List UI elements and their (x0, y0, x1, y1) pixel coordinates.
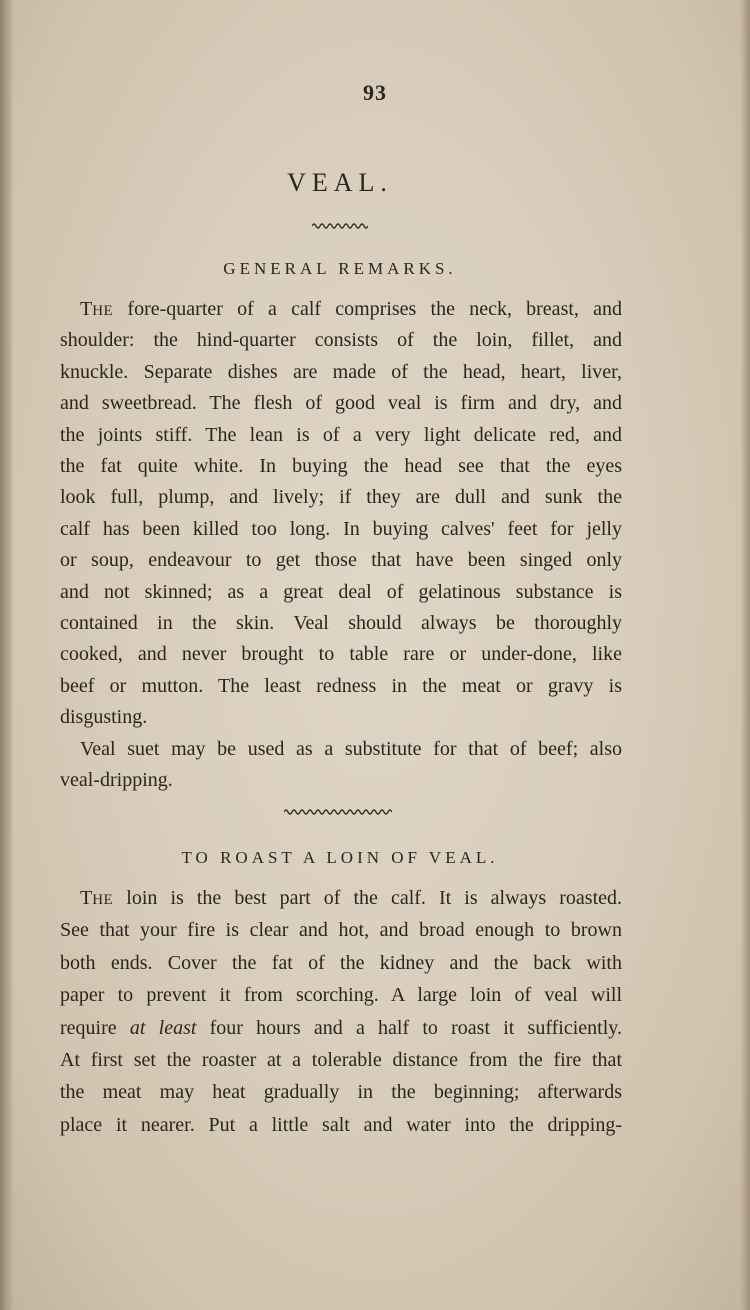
text-run: veal-dripping. (60, 769, 173, 791)
text-line (60, 1113, 622, 1137)
text-line (60, 391, 622, 415)
text-run: beef or mutton. The least redness in the meat or gravy is (60, 674, 622, 697)
text-line (60, 674, 622, 698)
section-heading-roast-loin: TO ROAST A LOIN OF VEAL. (181, 848, 499, 867)
ornament-divider (312, 222, 368, 230)
text-run: the joints stiff. The lean is of a very light delicate red, and (60, 423, 622, 446)
text-line (80, 737, 622, 761)
text-run: both ends. Cover the fat of the kidney and the back with (60, 951, 622, 974)
small-caps: HE (92, 892, 114, 908)
text-line (60, 580, 622, 604)
text-line (60, 454, 622, 478)
small-caps: HE (92, 303, 114, 319)
text-run: contained in the skin. Veal should always be thoroughly (60, 612, 622, 634)
text-run: and sweetbread. The flesh of good veal is firm and dry, and (60, 392, 622, 415)
text-run: knuckle. Separate dishes are made of the head, heart, liver, (60, 360, 622, 383)
text-run: require (60, 1016, 130, 1039)
text-line (60, 423, 622, 447)
text-line (60, 768, 622, 792)
text-line (60, 328, 622, 352)
text-line (60, 705, 622, 729)
initial-capital: T (80, 298, 93, 320)
text-run: At first set the roaster at a tolerable distance from the fire that (60, 1049, 622, 1071)
page-edge-shadow (740, 0, 750, 1310)
text-run: loin is the best part of the calf. It is always roasted. (113, 887, 622, 909)
text-run: shoulder: the hind-quarter consists of the loin, fillet, and (60, 329, 622, 352)
text-line (80, 297, 622, 323)
text-line (60, 485, 622, 509)
text-line (60, 642, 622, 666)
text-run: disgusting. (60, 706, 148, 729)
page-number: 93 (363, 80, 387, 105)
text-run: fore-quarter of a calf comprises the neck, breast, and (113, 298, 622, 320)
text-run: See that your fire is clear and hot, and broad enough to brown (60, 919, 622, 942)
text-line (60, 360, 622, 384)
ornament-divider (284, 808, 392, 816)
text-run: Veal suet may be used as a substitute for that of beef; also (80, 737, 622, 760)
text-run: the meat may heat gradually in the beginning; afterwards (60, 1081, 622, 1104)
text-run: place it nearer. Put a little salt and water into the dripping- (60, 1113, 622, 1136)
text-line (60, 517, 622, 541)
text-line (60, 611, 622, 635)
chapter-title: VEAL. (287, 168, 393, 197)
text-line (60, 983, 622, 1007)
emphasis: at least (129, 1016, 197, 1039)
section-heading-general-remarks: GENERAL REMARKS. (223, 259, 457, 278)
text-run: or soup, endeavour to get those that have been singed only (60, 549, 622, 572)
text-line (60, 1080, 622, 1104)
text-line (60, 1016, 622, 1040)
text-line (60, 1048, 622, 1072)
text-line (60, 951, 622, 975)
initial-capital: T (80, 887, 93, 909)
text-run: and not skinned; as a great deal of gelatinous substance is (60, 580, 622, 603)
text-run: paper to prevent it from scorching. A large loin of veal will (60, 984, 622, 1007)
text-line (60, 918, 622, 942)
text-run: cooked, and never brought to table rare or under-done, like (60, 643, 622, 666)
text-run: calf has been killed too long. In buying calves' feet for jelly (60, 517, 622, 540)
text-line (80, 886, 622, 912)
text-run: the fat quite white. In buying the head see that the eyes (60, 455, 622, 477)
text-run: look full, plump, and lively; if they are dull and sunk the (60, 486, 622, 509)
text-line (60, 548, 622, 572)
text-run: four hours and a half to roast it sufficiently. (196, 1016, 622, 1039)
